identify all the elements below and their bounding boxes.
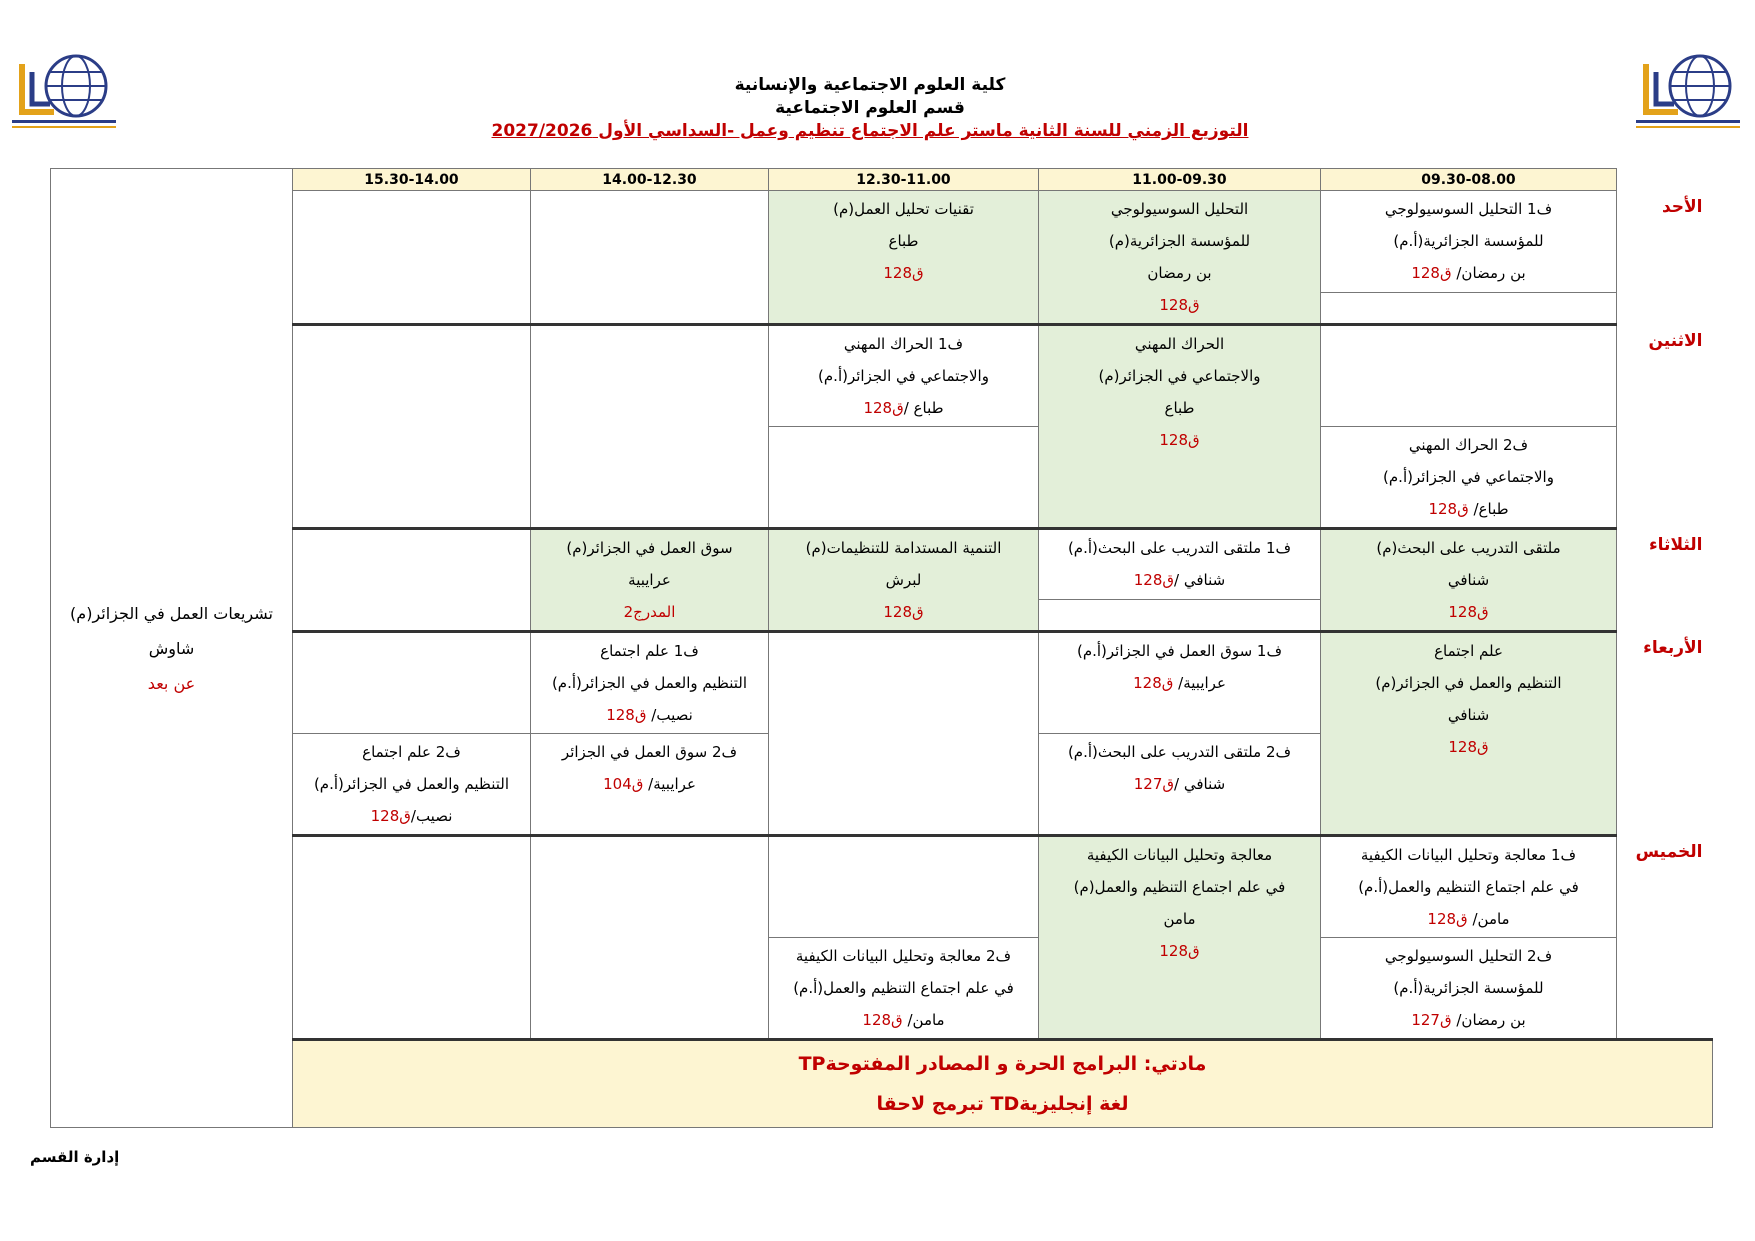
- cell-mon-1230: [531, 325, 769, 529]
- cell-wed-1400-a: [293, 632, 531, 734]
- cell-sun-0800-b: [1321, 292, 1617, 324]
- cell-wed-1230-b: ف2 سوق العمل في الجزائر عرايبية/ ق104: [531, 734, 769, 836]
- schedule-title: التوزيع الزمني للسنة الثانية ماستر علم الاجتماع تنظيم وعمل -السداسي الأول 2027/2026: [491, 121, 1249, 141]
- cell-mon-0800-b: ف2 الحراك المهني والاجتماعي في الجزائر(أ.م) طباع/ ق128: [1321, 427, 1617, 529]
- day-monday: الاثنين: [1648, 330, 1703, 351]
- cell-mon-1400: [293, 325, 531, 529]
- cell-wed-0930-b: ف2 ملتقى التدريب على البحث(أ.م) شنافي /ق127: [1039, 734, 1321, 836]
- day-tuesday: الثلاثاء: [1648, 534, 1703, 555]
- cell-tue-0930-b: [1039, 599, 1321, 631]
- cell-thu-0800-b: ف2 التحليل السوسيولوجي للمؤسسة الجزائرية(أ.م) بن رمضان/ ق127: [1321, 938, 1617, 1040]
- cell-thu-0800-a: ف1 معالجة وتحليل البيانات الكيفية في علم اجتماع التنظيم والعمل(أ.م) مامن/ ق128: [1321, 836, 1617, 938]
- day-thursday: الخميس: [1635, 841, 1703, 862]
- time-header-row: [51, 169, 1713, 191]
- cell-mon-1100-b: [769, 427, 1039, 529]
- cell-thu-1400: [293, 836, 531, 1040]
- footer-note-line-1: مادتي: البرامج الحرة و المصادر المفتوحةTP: [798, 1053, 1207, 1075]
- cell-sun-1400: [293, 191, 531, 325]
- time-slot-0800: 09.30-08.00: [1321, 169, 1617, 191]
- cell-thu-0930: معالجة وتحليل البيانات الكيفية في علم اجتماع التنظيم والعمل(م) مامن ق128: [1039, 836, 1321, 1040]
- cell-sun-0800: ف1 التحليل السوسيولوجي للمؤسسة الجزائرية(أ.م) بن رمضان/ ق128: [1321, 191, 1617, 293]
- cell-thu-1100-b: ف2 معالجة وتحليل البيانات الكيفية في علم اجتماع التنظيم والعمل(أ.م) مامن/ ق128: [769, 938, 1039, 1040]
- department-name: قسم العلوم الاجتماعية: [775, 98, 965, 118]
- remote-course-name: تشريعات العمل في الجزائر(م): [70, 603, 273, 623]
- day-wednesday: الأربعاء: [1643, 637, 1703, 658]
- cell-thu-1230: [531, 836, 769, 1040]
- cell-wed-1230-a: ف1 علم اجتماع التنظيم والعمل في الجزائر(أ.م) نصيب/ ق128: [531, 632, 769, 734]
- cell-sun-0930: التحليل السوسيولوجي للمؤسسة الجزائرية(م) بن رمضان ق128: [1039, 191, 1321, 325]
- day-sunday: الأحد: [1661, 196, 1703, 217]
- remote-course-cell: [51, 169, 293, 1128]
- department-signature: إدارة القسم: [30, 1148, 120, 1166]
- remote-course-teacher: شاوش: [148, 638, 195, 658]
- cell-sun-1100: تقنيات تحليل العمل(م) طباع ق128: [769, 191, 1039, 325]
- cell-mon-0930: الحراك المهني والاجتماعي في الجزائر(م) طباع ق128: [1039, 325, 1321, 529]
- footer-note-line-2: لغة إنجليزيةTD تبرمج لاحقا: [876, 1093, 1129, 1115]
- remote-course-mode: عن بعد: [147, 673, 196, 693]
- cell-sun-1230: [531, 191, 769, 325]
- cell-tue-1400: [293, 529, 531, 632]
- cell-tue-1100: التنمية المستدامة للتنظيمات(م) لبرش ق128: [769, 529, 1039, 632]
- schedule-footer-note: [293, 1040, 1713, 1128]
- cell-tue-1230: سوق العمل في الجزائر(م) عرايبية المدرج2: [531, 529, 769, 632]
- time-slot-0930: 11.00-09.30: [1039, 169, 1321, 191]
- schedule-table: [50, 168, 1713, 1128]
- cell-wed-1400-b: ف2 علم اجتماع التنظيم والعمل في الجزائر(أ.م) نصيب/ق128: [293, 734, 531, 836]
- time-slot-1100: 12.30-11.00: [769, 169, 1039, 191]
- document-header: [420, 74, 1320, 143]
- cell-wed-1100: [769, 632, 1039, 836]
- cell-mon-0800-a: [1321, 325, 1617, 427]
- cell-tue-0930-a: ف1 ملتقى التدريب على البحث(أ.م) شنافي /ق128: [1039, 529, 1321, 600]
- cell-wed-0930-a: ف1 سوق العمل في الجزائر(أ.م) عرايبية/ ق128: [1039, 632, 1321, 734]
- cell-thu-1100-a: [769, 836, 1039, 938]
- cell-wed-0800: علم اجتماع التنظيم والعمل في الجزائر(م) شنافي ق128: [1321, 632, 1617, 836]
- cell-mon-1100-a: ف1 الحراك المهني والاجتماعي في الجزائر(أ.م) طباع /ق128: [769, 325, 1039, 427]
- time-slot-1400: 15.30-14.00: [293, 169, 531, 191]
- faculty-name: كلية العلوم الاجتماعية والإنسانية: [734, 75, 1006, 95]
- time-slot-1230: 14.00-12.30: [531, 169, 769, 191]
- university-logo-left: [8, 50, 118, 138]
- cell-tue-0800: ملتقى التدريب على البحث(م) شنافي ق128: [1321, 529, 1617, 632]
- university-logo-right: [1632, 50, 1742, 138]
